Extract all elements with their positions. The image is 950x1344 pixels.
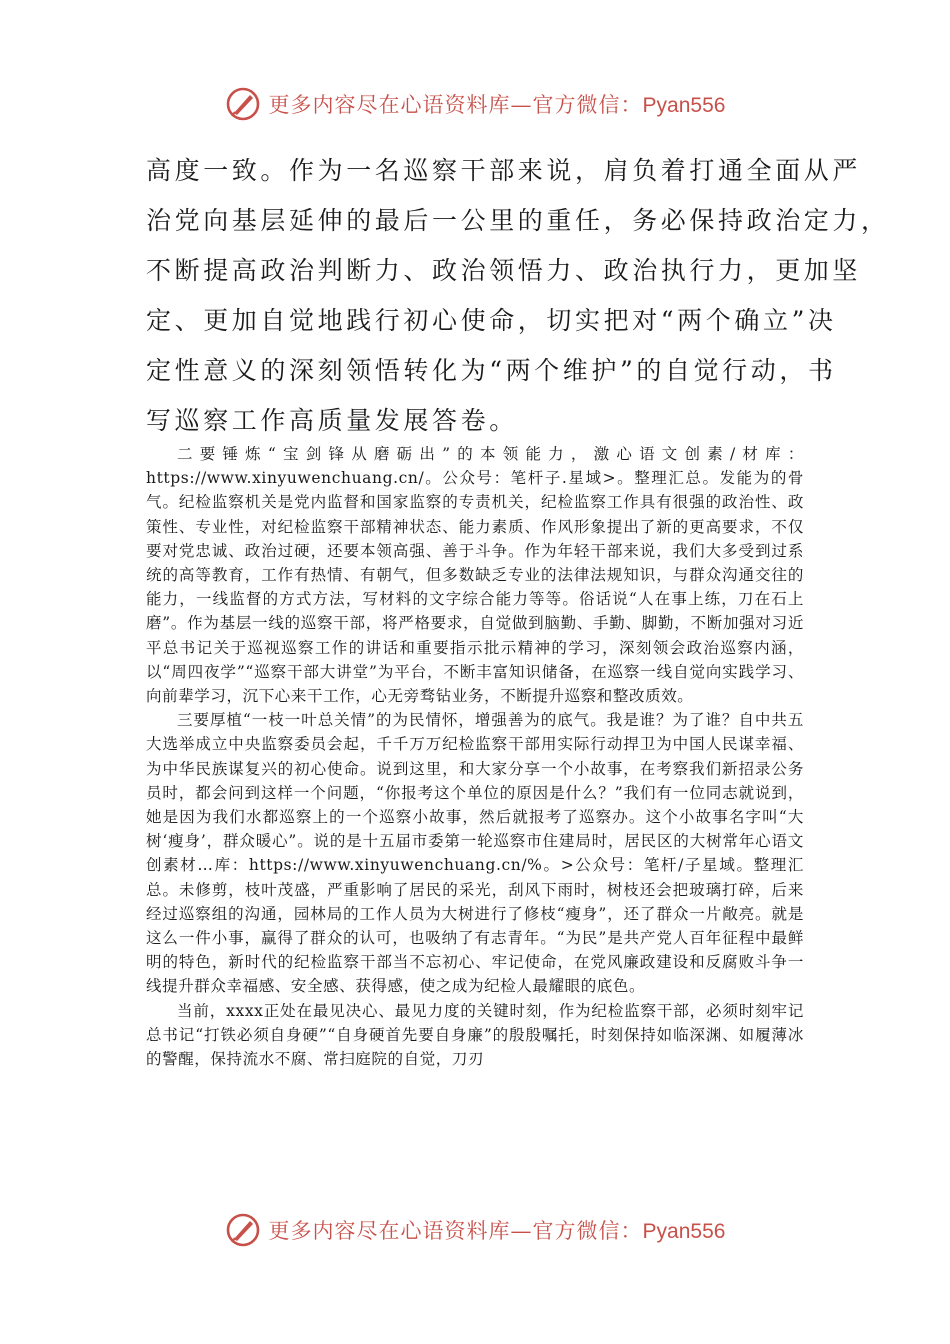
paragraph-three: 三要厚植“一枝一叶总关情”的为民情怀，增强善为的底气。我是谁？为了谁？自中共五大选举成立中央监察委员会起，千千万万纪检监察干部用实际行动捍卫为中国人民谋幸福、为中华民族谋复兴的初心使命。说到这里，和大家分享一个小故事，在考察我们新招录公务员时，都会问到这样一个问题，“你报考这个单位的原因是什么？”我们有一位同志就说到，她是因为我们水都巡察上的一个巡察小故事，然后就报考了巡察办。这个小故事名字叫“大树‘瘦身’，群众暖心”。说的是十五届市委第一轮巡察市住建局时，居民区的大树常年心语文创素材…库：https://www.xinyuwenchuang.cn/%。>公众号：笔杆/子星域。整理汇总。未修剪，枝叶茂盛，严重影响了居民的采光，刮风下雨时，树枝还会把玻璃打碎，后来经过巡察组的沟通，园林局的工作人员为大树进行了修枝“瘦身”，还了群众一片敞亮。就是这么一件小事，赢得了群众的认可，也吸纳了有志青年。“为民”是共产党人百年征程中最鲜明的特色，新时代的纪检监察干部当不忘初心、牢记使命，在党风廉政建设和反腐败斗争一线提升群众幸福感、安全感、获得感，使之成为纪检人最耀眼的底色。 [146,711,804,996]
large-text-line: 高度一致。作为一名巡察干部来说，肩负着打通全面从严 [146,156,862,185]
large-text-line: 定性意义的深刻领悟转化为“两个维护”的自觉行动，书 [146,356,837,385]
body-text-block [146,442,804,1071]
header-banner-text: 更多内容尽在心语资料库—官方微信：Pyan556 [268,93,726,117]
large-text-line: 写巡察工作高质量发展答卷。 [146,406,518,435]
header-banner-handle: Pyan556 [642,94,726,117]
large-text-line: 定、更加自觉地践行初心使命，切实把对“两个确立”决 [146,306,837,335]
paragraph-two: 二要锤炼“宝剑锋从磨砺出”的本领能力，激心语文创素/材库：https://www.xinyuwenchuang.cn/。公众号：笔杆子.星域>。整理汇总。发能为的骨气。纪检监察机关是党内监督和国家监察的专责机关，纪检监察工作具有很强的政治性、政策性、专业性，对纪检监察干部精神状态、能力素质、作风形象提出了新的更高要求，不仅要对党忠诚、政治过硬，还要本领高强、善于斗争。作为年轻干部来说，我们大多受到过系统的高等教育，工作有热情、有朝气，但多数缺乏专业的法律法规知识，与群众沟通交往的能力，一线监督的方式方法，写材料的文字综合能力等等。俗话说“人在事上练，刀在石上磨”。作为基层一线的巡察干部，将严格要求，自觉做到脑勤、手勤、脚勤，不断加强对习近平总书记关于巡视巡察工作的讲话和重要指示批示精神的学习，深刻领会政治巡察内涵，以“周四夜学”“巡察干部大讲堂”为平台，不断丰富知识储备，在巡察一线自觉向实践学习、向前辈学习，沉下心来干工作，心无旁骛钻业务，不断提升巡察和整改质效。 [146,445,804,706]
large-text-block [146,146,890,446]
paragraph-current: 当前，xxxx正处在最见决心、最见力度的关键时刻，作为纪检监察干部，必须时刻牢记总书记“打铁必须自身硬”“自身硬首先要自身廉”的殷殷嘱托，时刻保持如临深渊、如履薄冰的警醒，保持流水不腐、常扫庭院的自觉，刀刃 [146,1001,804,1069]
quill-logo-icon [225,86,261,122]
footer-banner [0,1210,950,1250]
quill-logo-icon [225,1212,261,1248]
large-text-line: 不断提高政治判断力、政治领悟力、政治执行力，更加坚 [146,256,862,285]
footer-banner-text: 更多内容尽在心语资料库—官方微信：Pyan556 [268,1219,726,1243]
header-banner [0,84,950,124]
footer-banner-handle: Pyan556 [642,1220,726,1243]
large-text-line: 治党向基层延伸的最后一公里的重任，务必保持政治定力， [146,206,890,235]
